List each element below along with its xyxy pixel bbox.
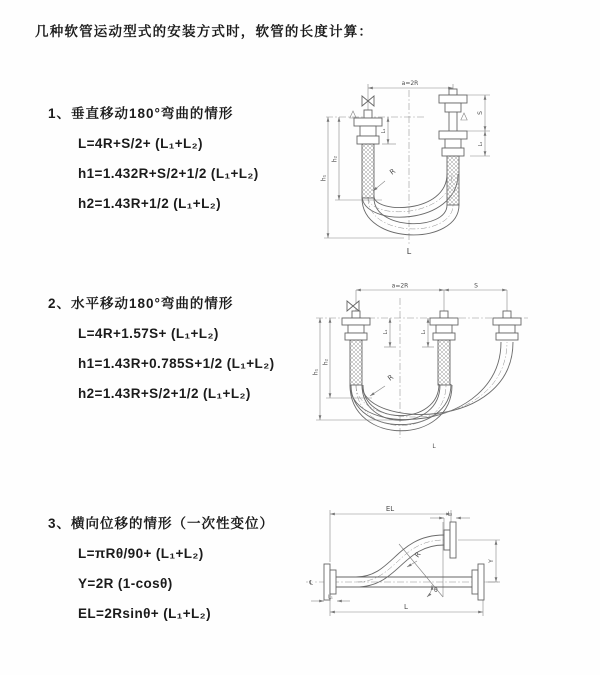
dim-label-s: S — [477, 111, 484, 115]
section-3-heading: 3、横向位移的情形（一次性变位） — [48, 516, 275, 531]
dimension-lines — [324, 84, 490, 238]
formula-line: L=πRθ/90+ (L₁+L₂) — [78, 546, 204, 561]
section-horizontal-move — [48, 295, 274, 402]
page-title: 几种软管运动型式的安装方式时，软管的长度计算： — [35, 24, 374, 39]
radius-label: R — [386, 373, 396, 383]
dim-label-l1: L₁ — [328, 594, 333, 601]
hose-bend-curves — [362, 174, 459, 235]
diagram-lateral-displacement — [298, 500, 600, 646]
flanges-and-pipe — [324, 522, 484, 600]
section-2-heading: 2、水平移动180°弯曲的情形 — [48, 296, 234, 311]
dim-label-l1: L₁ — [383, 329, 389, 335]
dim-label-l2: L₂ — [421, 329, 427, 335]
dimension-lines — [311, 510, 500, 616]
dim-label-y: Y — [488, 559, 495, 563]
radius-label: R — [413, 550, 423, 560]
section-1-heading: 1、垂直移动180°弯曲的情形 — [48, 106, 234, 121]
formula-line: h2=1.43R+1/2 (L₁+L₂) — [78, 196, 222, 211]
formula-line: h1=1.43R+0.785S+1/2 (L₁+L₂) — [78, 356, 275, 371]
dim-label-el: EL — [385, 505, 395, 513]
section-vertical-move — [48, 105, 259, 212]
length-label: L — [406, 247, 412, 256]
formula-line: L=4R+1.57S+ (L₁+L₂) — [78, 326, 219, 341]
valve-icon — [347, 301, 359, 311]
centerlines — [326, 90, 426, 246]
hose-centerline-arcs — [356, 342, 507, 426]
dim-label-h1: h₁ — [320, 174, 328, 182]
dim-label-a2r: a=2R — [391, 282, 409, 290]
dim-label-l2: L₂ — [447, 511, 453, 518]
formula-line: h2=1.43R+S/2+1/2 (L₁+L₂) — [78, 386, 251, 401]
dim-label-h2: h₂ — [322, 358, 330, 366]
hose-s-curve — [356, 535, 444, 587]
dim-label-s: S — [474, 282, 478, 290]
dim-label-h1: h₁ — [312, 368, 320, 376]
length-label: L — [432, 443, 436, 450]
fittings — [354, 89, 467, 205]
centerline-symbol: ℄ — [309, 579, 313, 587]
formula-line: EL=2Rsinθ+ (L₁+L₂) — [78, 606, 211, 621]
diagram-horizontal-180-bend — [306, 280, 594, 452]
diagram-labels — [309, 505, 495, 611]
section-lateral-displacement — [48, 515, 274, 622]
angle-label-theta: θ — [434, 587, 438, 594]
radius-label: R — [388, 167, 398, 177]
hose-bend-curves — [350, 342, 513, 431]
formula-line: Y=2R (1-cosθ) — [78, 576, 173, 591]
formula-line: L=4R+S/2+ (L₁+L₂) — [78, 136, 203, 151]
hose-centerline-arcs — [368, 174, 453, 229]
diagram-vertical-180-bend — [308, 70, 590, 256]
formula-line: h1=1.432R+S/2+1/2 (L₁+L₂) — [78, 166, 259, 181]
dim-label-h2: h₂ — [331, 155, 339, 163]
dim-label-a2r: a=2R — [401, 80, 419, 87]
dim-label-l: L — [404, 603, 408, 611]
dim-label-l1: L₁ — [381, 128, 387, 134]
dim-label-l2: L₂ — [478, 141, 484, 147]
